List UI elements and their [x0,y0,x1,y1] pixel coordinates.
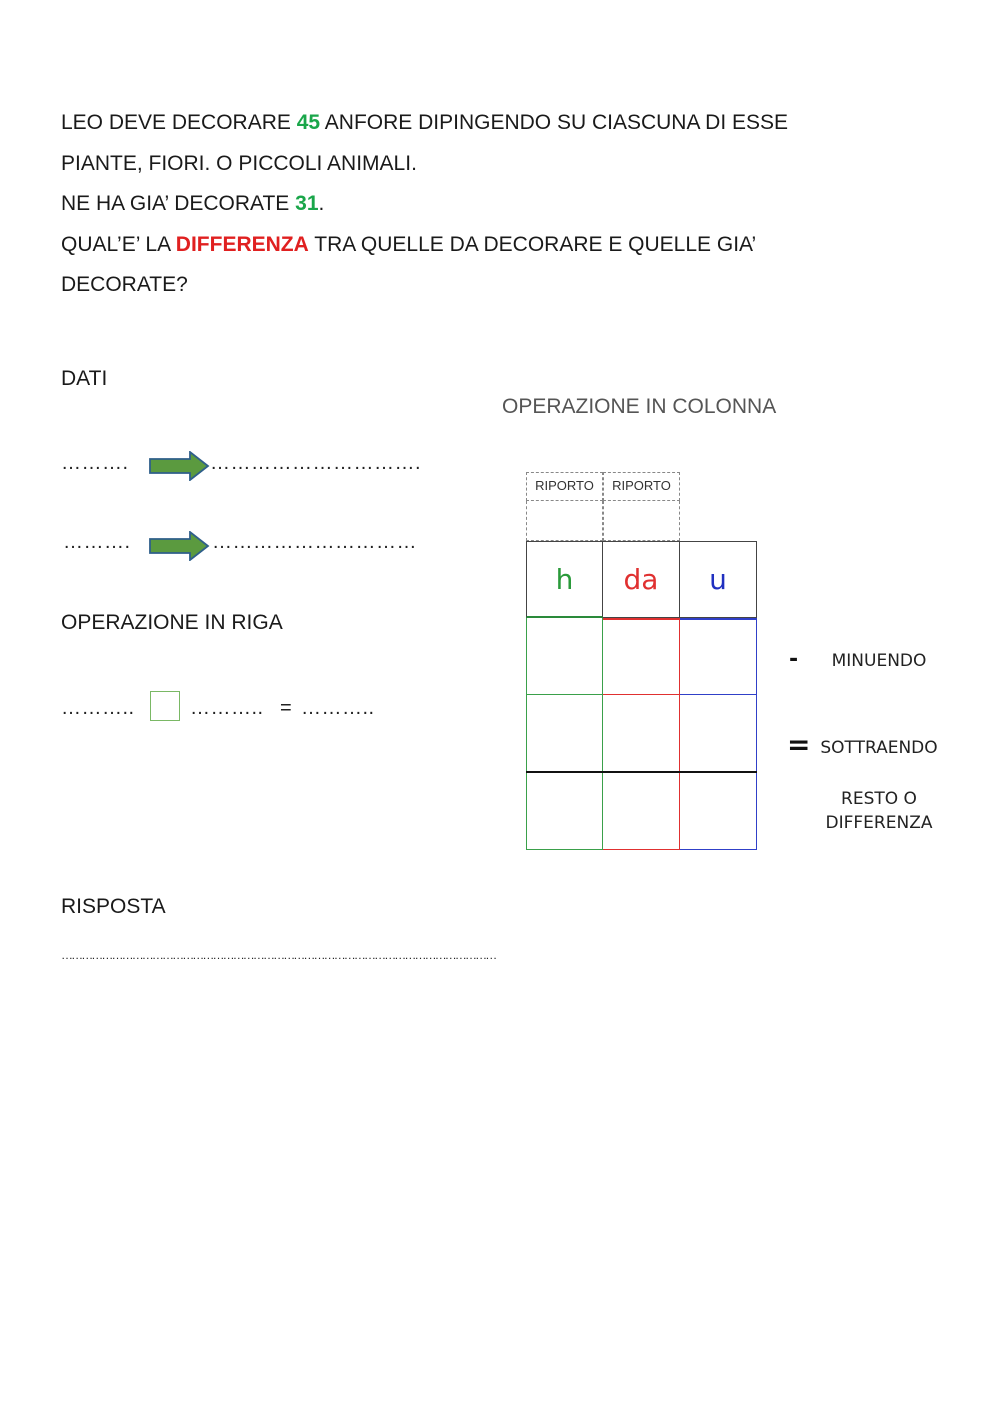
arrow-right-icon [148,531,210,561]
problem-text: QUAL’E’ LA [61,232,176,256]
problem-text: . [318,192,325,215]
riga-operand-2[interactable]: ……….. [190,697,264,719]
operazione-colonna-title: OPERAZIONE IN COLONNA [502,395,777,418]
number-45: 45 [296,111,321,134]
risposta-title: RISPOSTA [61,895,166,918]
problem-text: ANFORE DIPINGENDO SU CIASCUNA DI ESSE [320,111,789,134]
label-resto-line-2: DIFFERENZA [825,813,933,833]
keyword-differenza: DIFFERENZA [175,232,309,256]
equals-sign: = [787,728,811,761]
riga-operand-1[interactable]: ……….. [61,697,135,719]
number-31: 31 [295,192,319,215]
riporto-label-1: RIPORTO [526,472,603,501]
cell-resto-h[interactable] [526,773,603,850]
dati-row-1-right[interactable]: …………………………. [210,452,422,474]
minus-sign: - [789,647,799,672]
cell-sottraendo-u[interactable] [680,695,757,772]
cell-resto-da[interactable] [603,773,680,850]
cell-resto-u[interactable] [680,773,757,850]
problem-statement [61,103,941,306]
label-sottraendo: SOTTRAENDO [820,738,938,758]
problem-line-2: PIANTE, FIORI. O PICCOLI ANIMALI. [61,151,417,175]
header-hundreds: h [526,541,603,618]
cell-minuendo-h[interactable] [526,618,603,695]
operator-box[interactable] [150,691,180,721]
header-units: u [680,541,757,618]
riga-equals: = [280,697,293,719]
problem-text: TRA QUELLE DA DECORARE E QUELLE GIA’ [308,232,757,256]
problem-text: LEO DEVE DECORARE [61,111,297,134]
problem-text: NE HA GIA’ DECORATE [61,192,296,215]
arrow-right-icon [148,451,210,481]
dati-title: DATI [61,367,108,390]
riporto-cell-1[interactable] [526,501,603,541]
operazione-riga-title: OPERAZIONE IN RIGA [61,611,283,634]
dati-row-1-left[interactable]: ………. [61,452,129,474]
problem-line-3 [61,184,941,225]
label-resto-line-1: RESTO O [841,789,917,809]
cell-sottraendo-h[interactable] [526,695,603,772]
problem-line-4 [61,225,941,266]
riga-result[interactable]: ……….. [301,697,375,719]
cell-sottraendo-da[interactable] [603,695,680,772]
dati-row-2-left[interactable]: ………. [63,531,131,553]
problem-line-5: DECORATE? [61,273,188,296]
riporto-label-2: RIPORTO [603,472,680,501]
dati-row-2-right[interactable]: ………………………… [212,531,417,553]
cell-minuendo-da[interactable] [603,618,680,695]
cell-minuendo-u[interactable] [680,618,757,695]
label-minuendo: MINUENDO [831,651,927,671]
riporto-cell-2[interactable] [603,501,680,541]
risposta-answer-line[interactable]: ………………………………………………………………………………………………………………… [61,948,496,962]
problem-line-1 [61,103,941,144]
header-tens: da [603,541,680,618]
